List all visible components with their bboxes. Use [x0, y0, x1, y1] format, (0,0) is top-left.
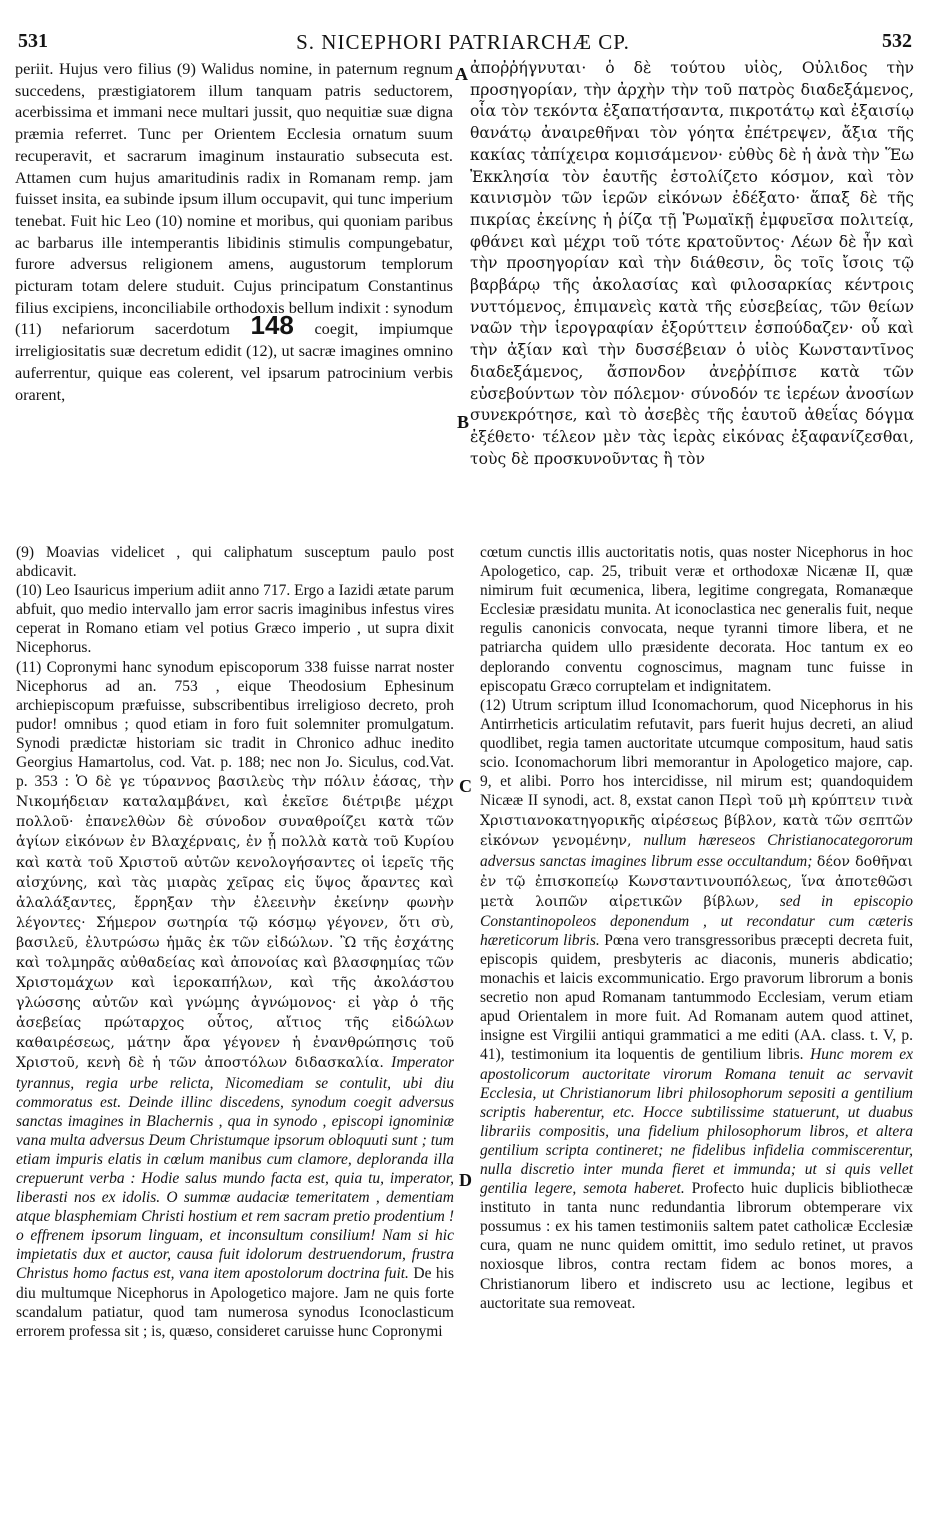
latin-text-part-1: periit. Hujus vero filius (9) Walidus nomine, in paternum regnum succedens, præstigiatorem illum tanquam patris seductorem, acerbissima et immani nece multari jussit, quo nequitiæ suæ digna præmia referret. Tunc per Orientem Ecclesia ornatum suum recuperavit, et sacrarum imaginum instauratio subsecuta est. Attamen cum hujus amaritudinis radix in Romanam remp. jam fuisset insita, ea subinde ipsum illum occupavit, qui tunc imperium tenebat. Fuit hic Leo (10) nomine et moribus, qui quoniam paribus ac barbarus ille intemperantis libidinis stimulis compungebatur, furore adversus religionem amens, augustorum templorum picturam totam delere studuit. Cujus principatum Constantinus filius excipiens, inconciliabile orthodoxis bellum indixit : synodum (11) nefariorum sacerdotum	[15, 59, 453, 339]
footnote-11-continuation: cœtum cunctis illis auctoritatis notis, quas noster Nicephorus in hoc Apologetico, cap. 25, tribuit veræ et orthodoxæ Nicænæ II, quæ nimirum fuit œcumenica, libera, legitime congregata, Romanæque Ecclesiæ præsidatu munita. At iconoclastica nec generalis fuit, neque regulis canonicis convocata, neque tyranni timore libera, et ne patriarcha quidem ullo præsidente decorata. Hoc tantum ex eo deplorando conventu cognoscimus, magnam tunc fuisse in episcopatu Græco corruptelam et indignitatem.	[480, 544, 913, 695]
footnote-11-greek-quote: Ὁ δὲ γε τύραννος βασιλεὺς τὴν πόλιν ἐάσας, τὴν Νικομήδειαν καταλαμβάνει, καὶ ἐκεῖσε διέτριβε μέχρι πολλοῦ· ἐπανελθὼν δὲ σύνοδον συναθροίζει κατὰ τῶν ἁγίων εἰκόνων ἐν Βλαχέρναις, ἐν ᾗ πολλὰ κατὰ τοῦ Κυρίου καὶ κατὰ τοῦ Χριστοῦ αὐτῶν κενολογήσαντες οἱ ἱερεῖς τῆς αἰσχύνης, καὶ τὰς μιαρὰς χεῖρας εἰς ὕψος ἄραντες καὶ ἀλαλάξαντες, ἔρρηξαν τὴν ἐλεεινὴν ἐκείνην φωνὴν λέγοντες· Σήμερον σωτηρία τῷ κόσμῳ γέγονεν, ὅτι σὺ, βασιλεῦ, ἐλυτρώσω ἡμᾶς ἐκ τῶν εἰδώλων. Ὢ τῆς ἐσχάτης καὶ τολμηρᾶς αὐθαδείας καὶ ἀπονοίας καὶ βλασφημίας τῶν Χριστομάχων καὶ ἱεροκαπήλων, καὶ τῆς ἀκολάστου γλώσσης αὐτῶν καὶ γνώμης ἀγνώμονος· εἰ γὰρ ὁ τῆς ἀσεβείας πρώταρχος οὗτος, αἴτιος τῆς εἰδώλων καθαιρέσεως, μάτην ἄρα γέγονεν ἡ ἐνανθρώπησις τοῦ Χριστοῦ, κενὴ δὲ ἡ τῶν ἀποστόλων διδασκαλία.	[16, 774, 454, 1072]
footnotes-left-column	[16, 543, 454, 1341]
footnote-12-italic-1: nullum hæreseos Christianocategororum adversus sanctas imagines librum esse occultandum;	[480, 832, 914, 870]
footnotes-right-column	[480, 543, 913, 1313]
margin-letter-c: C	[459, 776, 472, 796]
column-number: 148	[250, 310, 294, 341]
latin-main-text	[15, 58, 453, 405]
right-page-number: 532	[882, 30, 912, 52]
margin-letter-b: B	[457, 412, 470, 432]
greek-main-text	[470, 58, 914, 470]
footnote-12-italic-2: sed in episcopio Constantinopoleos deponendum , ut recondatur cum cæteris hæreticorum libris.	[480, 892, 913, 949]
running-title: S. NICEPHORI PATRIARCHÆ CP.	[296, 30, 630, 54]
left-page-number: 531	[18, 30, 48, 52]
footnote-12-part-a: (12) Utrum scriptum illud Iconomachorum, quod Nicephorus in his Antirrheticis articulatim refutavit, pars fuerit hujus decreti, an aliud quodlibet, regia tamen auctoritate utcumque compositum, haud satis scio. Iconomachorum libri memorantur in Apologetico majore, cap. 9, et alibi. Porro hos intercidisse, nil mirum est; quandoquidem Nicææ II synodi, act. 8, exstat canon	[480, 696, 913, 810]
footnote-12	[480, 696, 913, 1313]
margin-letter-d: D	[459, 1170, 472, 1190]
latin-paragraph	[15, 58, 453, 405]
footnote-11-latin: (11) Copronymi hanc synodum episcoporum 338 fuisse narrat noster Nicephorus ad an. 753 , eique Theodosium Ephesinum archiepiscopum præfuisse, subscribentibus irreligioso decreto, proh pudor! omnibus ; quod etiam in foro fuit solemniter promulgatum. Synodi prædictæ historiam sic tradit in Chronico adhuc inedito Georgius Hamartolus, cod. Vat. p. 188; nec non Jo. Siculus, cod.Vat. p. 353 :	[16, 658, 454, 791]
footnote-9: (9) Moavias videlicet , qui caliphatum susceptum paulo post abdicavit.	[16, 544, 454, 581]
footnote-11	[16, 658, 454, 1341]
footnote-12-greek-2: δέον δοθῆναι ἐν τῷ ἐπισκοπείῳ Κωνσταντινουπόλεως, ἵνα ἀποτεθῶσι μετὰ λοιπῶν αἱρετικῶν βίβλων,	[480, 853, 913, 910]
footnote-11-tail: De his diu multumque Nicephorus in Apologetico majore. Jam ne quis forte scandalum patiatur, quod tam numerosa synodus Iconoclasticum errorem professa sit ; is, quæso, consideret caruisse hunc Copronymi	[16, 1265, 454, 1340]
footnote-10: (10) Leo Isauricus imperium adiit anno 717. Ergo a Iazidi ætate parum abfuit, quo medio intervallo jam error sacris imaginibus infestus vires ceperat in Romano etiam vel potius Græco imperio , ut supra dixit Nicephorus.	[16, 582, 454, 657]
footnote-12-part-b: Pœna vero transgressoribus præcepti decreta fuit, episcopis quidem, presbyteris ac diaconis, muneris abdicatio; monachis et laicis excommunicatio. Ergo pravorum librorum a bonis secretio non apud Romanam tantummodo Ecclesiam, verum etiam apud Orientalem in more fuit. Ad Romanam autem quod attinet, insigne est Virgilii antiqui grammatici a me editi (AA. class. t. V, p. 41), testimonium ita loquentis de gentilium libris.	[480, 931, 913, 1064]
footnote-11-translation: Imperator tyrannus, regia urbe relicta, Nicomediam se contulit, ubi diu commoratus est. Deinde illinc discedens, synodum coegit adversus sanctas imagines in Blachernis , qua in synodo , episcopi ignominiæ vana multa adversus Deum Christumque ipsorum obloquuti sunt ; tum etiam impuris elatis in cœlum manibus cum clamore, deploranda illa crepuerunt verba : Hodie salus mundo facta est, quia tu, imperator, liberasti nos ex idolis. O summæ audaciæ temeritatem , dementiam atque blasphemiam Christi hostium et rem sacram pretio prodentium ! o effrenem ipsorum linguam, et inconsultum consilium! Nam si hic impietatis dux et auctor, causa fuit idolorum destruendorum, frustra Christus homo factus est, vana item apostolorum doctrina fuit.	[16, 1054, 455, 1283]
latin-text-part-2: coegit, impiumque irreligiositatis suæ decretum edidit (12), ut sacræ imagines omnino auferrentur, quique eas colerent, vel ipsarum patrocinium verbis orarent,	[15, 319, 454, 404]
greek-paragraph: ἀποῤῥήγνυται· ὁ δὲ τούτου υἱὸς, Οὐλιδος τὴν προσηγορίαν, τὴν ἀρχὴν τὴν τοῦ πατρὸς διαδεξάμενος, οἷα τὸν τεκόντα ἐξαπατήσαντα, πικροτάτῳ καὶ ἐξαισίῳ θανάτῳ ἀναιρεθῆναι τὸν γόητα ἐπέτρεψεν, ἄξια τῆς κακίας τἀπίχειρα κομισάμενον· εὐθὺς δὲ ἡ ἀνὰ τὴν Ἕω Ἐκκλησία τὸν ἑαυτῆς ἐστολίζετο κόσμον, καὶ τὸν καινισμὸν τῶν ἱερῶν εἰκόνων ἐδέξατο· ἅπαξ δὲ τῆς πικρίας ἐκείνης ἡ ῥίζα τῇ Ῥωμαϊκῇ ἐμφυεῖσα πολιτείᾳ, φθάνει καὶ μέχρι τοῦ τότε κρατοῦντος· Λέων δὲ ἦν καὶ τὴν προσηγορίαν καὶ τὴν διάθεσιν, ὃς τοῖς ἴσοις τῷ βαρβάρῳ τῆς ἀκολασίας καὶ φιλοσαρκίας κέντροις νυττόμενος, ἐπιμανεὶς κατὰ τῆς εὐσεβείας, τῶν θείων ναῶν τὴν ἱερογραφίαν ἐξορύττειν ἐσπούδαζεν· οὗ καὶ τὴν ἀξίαν καὶ τὴν δυσσέβειαν ὁ υἱὸς Κωνσταντῖνος διαδεξάμενος, ἄσπονδον ἀνεῤῥίπισε κατὰ τῶν εὐσεβούντων τὸν πόλεμον· σύνοδόν τε ἱερέων ἀνοσίων συνεκρότησε, καὶ τὸ ἀσεβὲς τῆς ἑαυτοῦ ἀθεΐας δόγμα ἐξέθετο· τέλεον μὲν τὰς ἱερὰς εἰκόνας ἐξαφανίζεσθαι, τοὺς δὲ προσκυνοῦντας ἢ τὸν	[470, 59, 914, 468]
footnote-12-virgil-quote: Hunc morem ex apostolicorum auctoritate virorum Romana tenuit ac servavit Ecclesia, ut Christianorum libri philosophorum sepositi a gentilium scriptis haberentur, etc. Hocce subtilissime statuerunt, ut duabus librariis compositis, una fidelium philosophorum libros, et altera gentilium scripta contineret; ne fidelibus infidelia commiscerentur, nulla discretio inter munda fieret et immunda; ut si quis vellet gentilia legere, semota haberet.	[480, 1046, 914, 1198]
footnote-12-greek-1: Περὶ τοῦ μὴ κρύπτειν τινὰ Χριστιανοκατηγορικῆς αἱρέσεως βίβλον, κατὰ τῶν σεπτῶν εἰκόνων γενομένην,	[480, 793, 914, 850]
footnote-12-part-c: Profecto huic duplicis bibliothecæ instituto in tanta nunc redundantia librorum obtemperare vix possumus : ex his tamen testimoniis saltem patet catholicæ Ecclesiæ cura, quam ne nunc quidem omittit, imo sedulo retinet, ut pravos noxiosque libros, contra rectam fidem ac bonos mores, a Christianorum libero et indiscreto usu ac lectione, legibus et auctoritate sua removeat.	[480, 1180, 913, 1312]
margin-letter-a: A	[455, 64, 468, 84]
